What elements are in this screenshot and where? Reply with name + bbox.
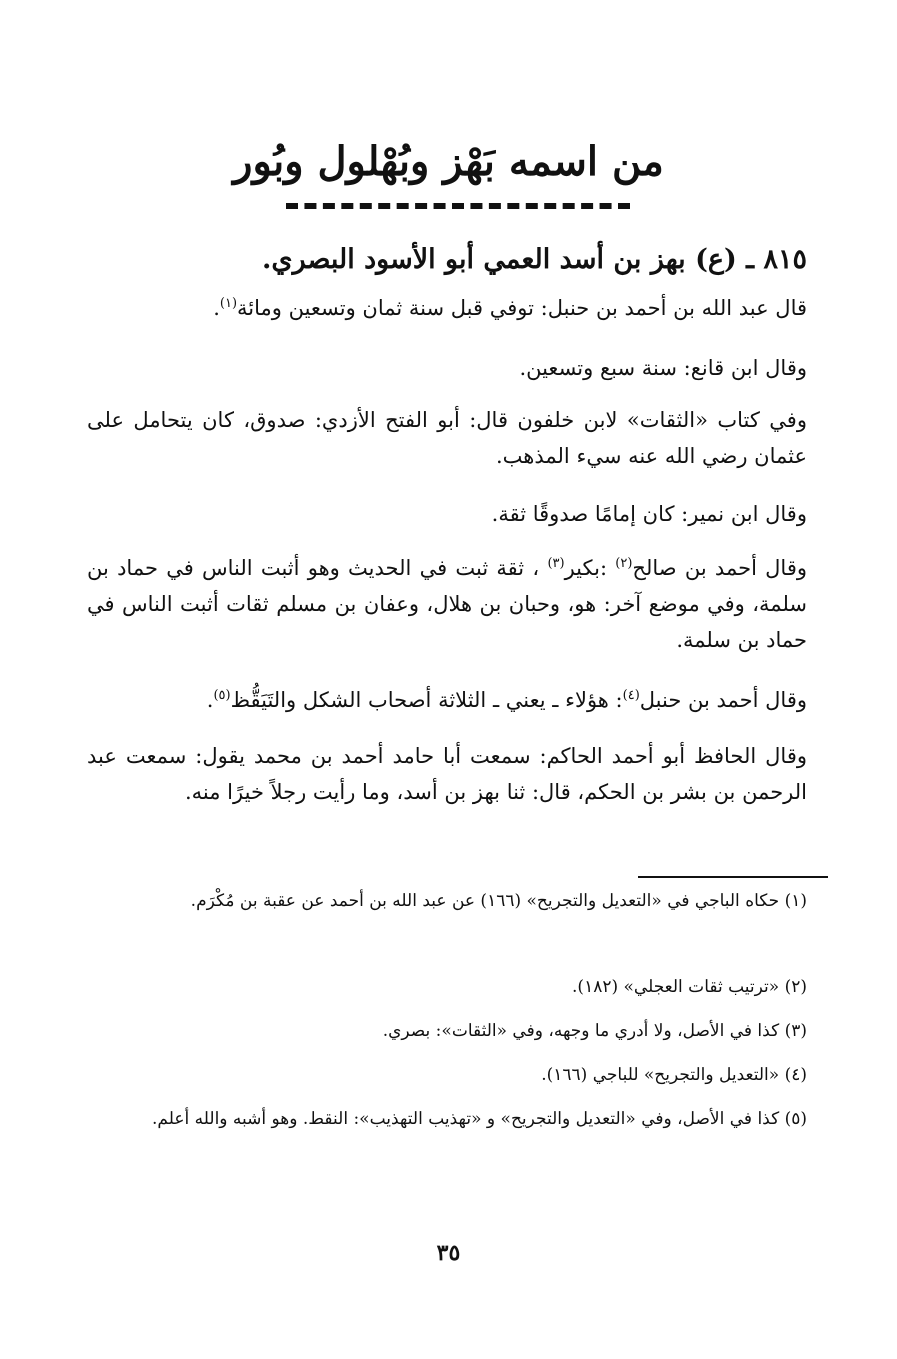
footnote-ref[interactable]: (١) (219, 296, 238, 311)
entry-heading: ٨١٥ ـ (ع) بهز بن أسد العمي أبو الأسود البصري. (262, 244, 807, 275)
paragraph-thiqat: وفي كتاب «الثقات» لابن خلفون قال: أبو الفتح الأزدي: صدوق، كان يتحامل على عثمان رضي الله عنه سيء المذهب. (87, 408, 807, 468)
page-number: ٣٥ (436, 1240, 461, 1266)
footnote-ref[interactable]: (٤) (622, 688, 640, 703)
paragraph-text: : هؤلاء ـ يعني ـ الثلاثة أصحاب الشكل والتَيَقُّظ (230, 688, 623, 712)
footnote-separator (638, 876, 828, 878)
paragraph-death-year (87, 290, 807, 326)
paragraph-ibn-numayr: وقال ابن نمير: كان إمامًا صدوقًا ثقة. (491, 502, 807, 526)
footnote-1: (١) حكاه الباجي في «التعديل والتجريح» (١٦٦) عن عبد الله بن أحمد عن عقبة بن مُكْرَم. (190, 891, 807, 911)
footnote-3: (٣) كذا في الأصل، ولا أدري ما وجهه، وفي «الثقات»: بصري. (382, 1021, 807, 1041)
paragraph-text: :بكير (564, 556, 616, 580)
footnote-5: (٥) كذا في الأصل، وفي «التعديل والتجريح» و «تهذيب التهذيب»: النقط. وهو أشبه والله أعلم. (152, 1109, 807, 1129)
chapter-title: من اسمه بَهْز وبُهْلول وبُور (233, 138, 664, 185)
paragraph-text: قال عبد الله بن أحمد بن حنبل: توفي قبل سنة ثمان وتسعين ومائة (237, 296, 807, 320)
paragraph-tail: . (213, 296, 220, 320)
paragraph-ahmad-hanbal (87, 682, 807, 718)
footnote-ref[interactable]: (٣) (547, 556, 565, 571)
footnote-ref[interactable]: (٢) (615, 556, 633, 571)
footnote-ref[interactable]: (٥) (213, 688, 231, 703)
footnote-2: (٢) «ترتيب ثقات العجلي» (١٨٢). (572, 977, 807, 997)
paragraph-hakim: وقال الحافظ أبو أحمد الحاكم: سمعت أبا حامد أحمد بن محمد يقول: سمعت عبد الرحمن بن بشر بن الحكم، قال: ثنا بهز بن أسد، وما رأيت رجلاً خيرًا منه. (87, 744, 807, 804)
paragraph-text: ، ثقة ثبت في الحديث وهو أثبت الناس في حماد بن سلمة، وفي موضع آخر: هو، وحبان بن هلال، وعفان بن مسلم ثقات أثبت الناس في حماد بن سلمة. (87, 556, 807, 652)
footnote-4: (٤) «التعديل والتجريح» للباجي (١٦٦). (541, 1065, 807, 1085)
paragraph-text: وقال أحمد بن حنبل (639, 688, 807, 712)
paragraph-text: . (206, 688, 214, 712)
paragraph-ibn-qani: وقال ابن قانع: سنة سبع وتسعين. (519, 356, 807, 380)
paragraph-ahmad-salih (87, 550, 807, 658)
paragraph-text: وقال أحمد بن صالح (632, 556, 808, 580)
title-underline (286, 203, 630, 209)
